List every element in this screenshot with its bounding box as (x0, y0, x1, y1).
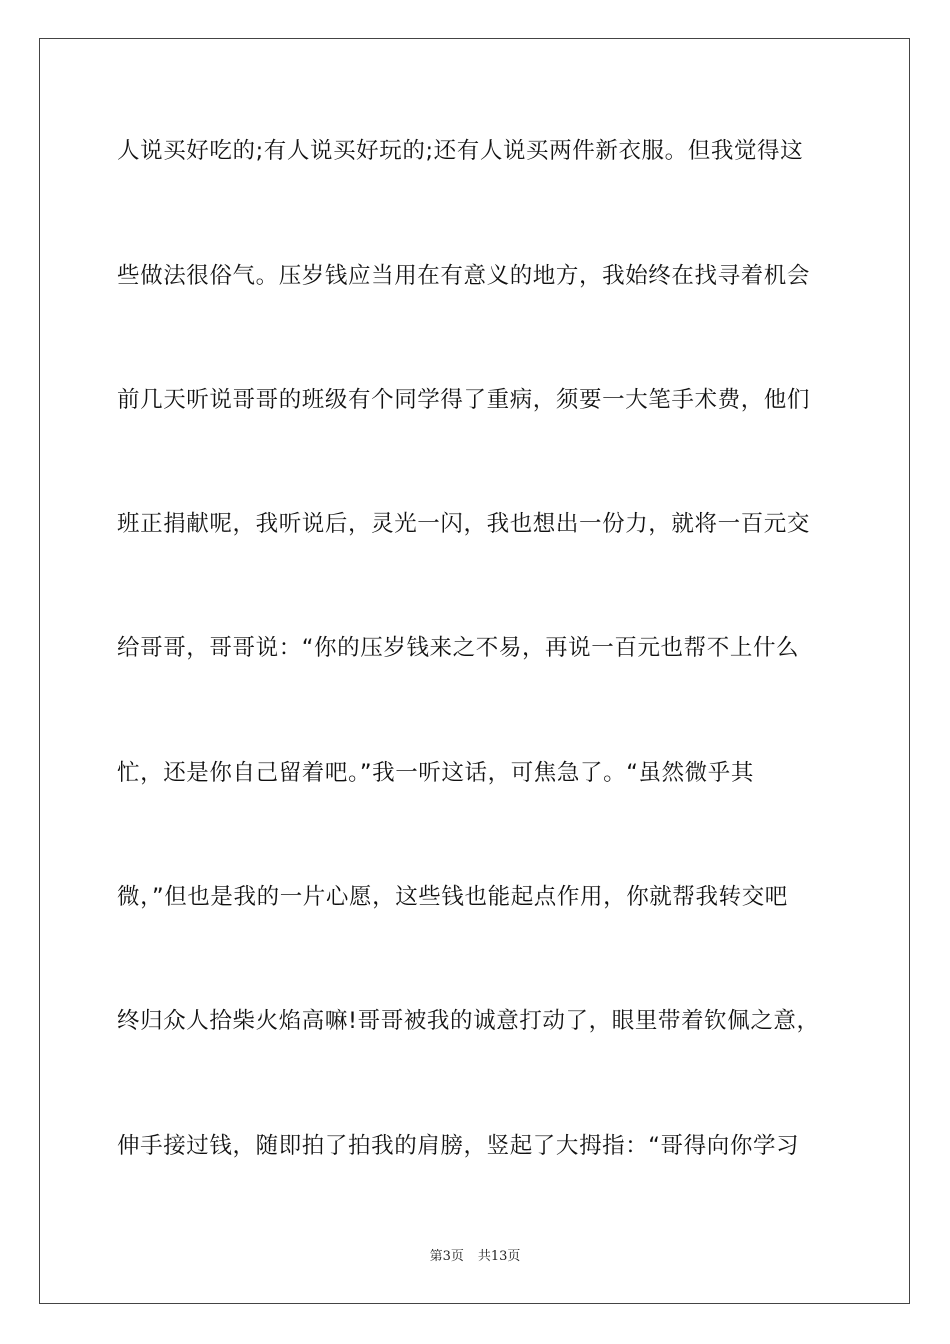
body-text-line-2: 些做法很俗气。压岁钱应当用在有意义的地方，我始终在找寻着机会 (117, 263, 811, 289)
body-text-line-5: 给哥哥，哥哥说：“你的压岁钱来之不易，再说一百元也帮不上什么 (117, 635, 800, 661)
body-text-line-8: 终归众人拾柴火焰高嘛!哥哥被我的诚意打动了，眼里带着钦佩之意， (117, 1008, 820, 1034)
total-pages: 共13页 (477, 1249, 521, 1264)
page-footer (0, 1248, 950, 1266)
page-number: 第3页 (429, 1249, 464, 1264)
body-text-line-1: 人说买好吃的;有人说买好玩的;还有人说买两件新衣服。但我觉得这 (117, 138, 804, 164)
body-text-line-7: 微，”但也是我的一片心愿，这些钱也能起点作用，你就帮我转交吧 (117, 884, 788, 910)
body-text-line-6: 忙，还是你自己留着吧。”我一听这话，可焦急了。“虽然微乎其 (117, 760, 754, 786)
body-text-line-9: 伸手接过钱，随即拍了拍我的肩膀，竖起了大拇指：“哥得向你学习 (117, 1133, 800, 1159)
body-text-line-4: 班正捐献呢，我听说后，灵光一闪，我也想出一份力，就将一百元交 (117, 511, 811, 537)
body-text-line-3: 前几天听说哥哥的班级有个同学得了重病，须要一大笔手术费，他们 (117, 387, 811, 413)
page-border (39, 38, 910, 1304)
